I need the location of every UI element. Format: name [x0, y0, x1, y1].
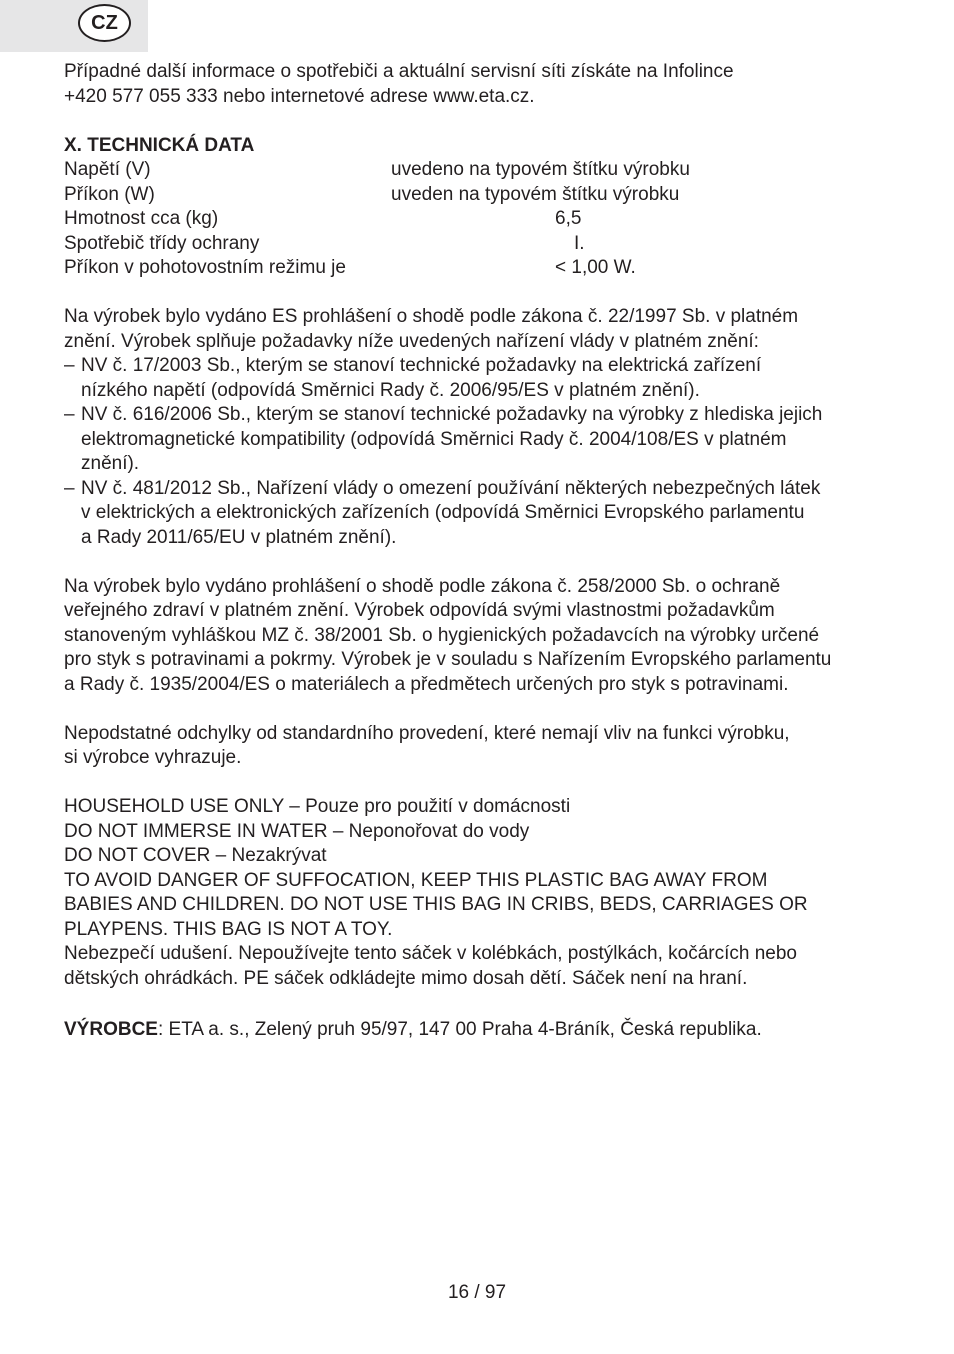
manufacturer-label: VÝROBCE — [64, 1019, 158, 1040]
spec-label: Příkon (W) — [64, 183, 155, 205]
regulation-line: NV č. 17/2003 Sb., kterým se stanoví technické požadavky na elektrická zařízení — [81, 355, 762, 376]
health-line: stanoveným vyhláškou MZ č. 38/2001 Sb. o hygienických požadavcích na výrobky určené — [64, 624, 820, 646]
regulation-line: a Rady 2011/65/EU v platném znění). — [81, 526, 397, 548]
page-content — [64, 60, 894, 1043]
warning-line: PLAYPENS. THIS BAG IS NOT A TOY. — [64, 918, 393, 940]
spec-label: Spotřebič třídy ochrany — [64, 232, 260, 254]
manufacturer-line — [64, 1018, 894, 1043]
declaration-line: Na výrobek bylo vydáno ES prohlášení o shodě podle zákona č. 22/1997 Sb. v platném — [64, 306, 799, 327]
language-tab — [0, 0, 148, 52]
warning-line: DO NOT IMMERSE IN WATER – Neponořovat do vody — [64, 820, 530, 842]
dash-marker: – — [64, 355, 75, 376]
spec-row-protection-class — [64, 232, 894, 257]
intro-line: Případné další informace o spotřebiči a aktuální servisní síti získáte na Infolince — [64, 61, 734, 82]
regulation-line: nízkého napětí (odpovídá Směrnici Rady č. 2006/95/ES v platném znění). — [81, 379, 700, 401]
warning-line: HOUSEHOLD USE ONLY – Pouze pro použití v domácnosti — [64, 796, 571, 817]
page-number: 16 / 97 — [447, 1282, 507, 1303]
spec-row-standby-power — [64, 256, 894, 281]
regulation-item — [64, 354, 894, 403]
dash-marker: – — [64, 404, 75, 425]
spec-label: Napětí (V) — [64, 159, 151, 180]
spec-row-voltage — [64, 158, 894, 183]
regulation-line: elektromagnetické kompatibility (odpovídá Směrnici Rady č. 2004/108/ES v platném — [81, 428, 787, 450]
spec-label: Hmotnost cca (kg) — [64, 208, 219, 229]
regulation-line: v elektrických a elektronických zařízeních (odpovídá Směrnici Evropského parlamentu — [81, 502, 805, 523]
spec-row-power — [64, 183, 894, 208]
regulation-item — [64, 403, 894, 477]
spec-row-weight — [64, 207, 894, 232]
spec-label: Příkon v pohotovostním režimu je — [64, 257, 346, 278]
deviation-line: si výrobce vyhrazuje. — [64, 747, 242, 768]
spec-value: uveden na typovém štítku výrobku — [391, 183, 680, 205]
manufacturer-text: : ETA a. s., Zelený pruh 95/97, 147 00 Praha 4-Bráník, Česká republika. — [157, 1019, 762, 1040]
regulation-list — [64, 354, 894, 550]
spec-value: 6,5 — [555, 208, 582, 229]
language-badge: CZ — [78, 4, 131, 42]
dash-marker: – — [64, 477, 75, 499]
spec-value: < 1,00 W. — [555, 257, 636, 278]
regulation-line: NV č. 481/2012 Sb., Nařízení vlády o omezení používání některých nebezpečných látek — [81, 477, 821, 499]
health-line: pro styk s potravinami a pokrmy. Výrobek je v souladu s Nařízením Evropského parlamentu — [64, 649, 832, 670]
spec-value: I. — [574, 232, 585, 254]
health-line: veřejného zdraví v platném znění. Výrobek odpovídá svými vlastnostmi požadavkům — [64, 600, 775, 621]
deviation-line: Nepodstatné odchylky od standardního provedení, které nemají vliv na funkci výrobku, — [64, 722, 790, 744]
spec-value: uvedeno na typovém štítku výrobku — [391, 159, 690, 180]
health-line: Na výrobek bylo vydáno prohlášení o shodě podle zákona č. 258/2000 Sb. o ochraně — [64, 575, 781, 597]
health-line: a Rady č. 1935/2004/ES o materiálech a předmětech určených pro styk s potravinami. — [64, 673, 789, 695]
warning-line: DO NOT COVER – Nezakrývat — [64, 845, 327, 866]
warning-line: dětských ohrádkách. PE sáček odkládejte mimo dosah dětí. Sáček není na hraní. — [64, 967, 748, 989]
warning-line: TO AVOID DANGER OF SUFFOCATION, KEEP THIS PLASTIC BAG AWAY FROM — [64, 869, 768, 891]
warning-line: BABIES AND CHILDREN. DO NOT USE THIS BAG IN CRIBS, BEDS, CARRIAGES OR — [64, 894, 808, 915]
tech-data-heading: X. TECHNICKÁ DATA — [64, 134, 255, 156]
regulation-line: NV č. 616/2006 Sb., kterým se stanoví technické požadavky na výrobky z hlediska jejich — [81, 404, 823, 425]
warning-line: Nebezpečí udušení. Nepoužívejte tento sáček v kolébkách, postýlkách, kočárcích nebo — [64, 943, 797, 964]
regulation-line: znění). — [81, 453, 140, 474]
intro-line: +420 577 055 333 nebo internetové adrese www.eta.cz. — [64, 85, 535, 107]
declaration-line: znění. Výrobek splňuje požadavky níže uvedených nařízení vlády v platném znění: — [64, 330, 759, 352]
regulation-item — [64, 477, 894, 551]
